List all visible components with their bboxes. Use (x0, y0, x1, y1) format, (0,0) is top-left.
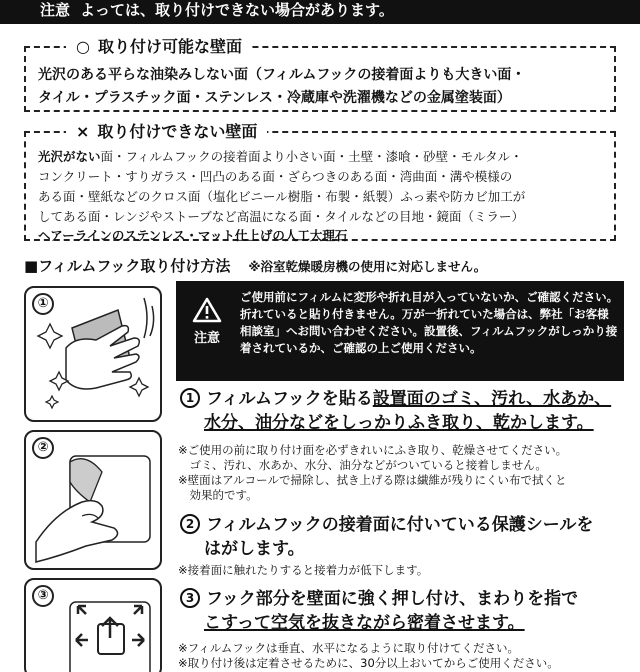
incompatible-surfaces-box (24, 122, 616, 243)
incompatible-line-5: ヘアーラインのステンレス・マット仕上げの人工大理石 (38, 228, 348, 243)
method-note: ※浴室乾燥暖房機の使用に対応しません。 (248, 259, 487, 274)
compatible-line-1: 光沢のある平らな油染みしない面（フィルムフックの接着面よりも大きい面・ (38, 67, 526, 83)
circle-mark-icon: ○ (76, 37, 90, 56)
step1-illustration (24, 286, 162, 422)
incompatible-line-1 (38, 147, 602, 167)
step1-note-4: 効果的です。 (178, 488, 258, 502)
installation-method-heading (24, 255, 624, 276)
step2-title-a: フィルムフックの接着面に付いている保護シールを (206, 515, 594, 535)
step2-title (180, 513, 620, 537)
step3-title-b: こすって空気を抜きながら密着させます。 (204, 613, 525, 633)
banner-lead: 注意 (40, 1, 71, 19)
compatible-line-2: タイル・プラスチック面・ステンレス・冷蔵庫や洗濯機などの金属塗装面） (38, 90, 511, 106)
step2-title-line2: はがします。 (204, 539, 305, 559)
step3-title-line2 (180, 611, 620, 635)
step2-note-1: ※接着面に触れたりすると接着力が低下します。 (178, 563, 429, 577)
step3-circle-icon: 3 (180, 588, 200, 608)
step1-title-line2 (180, 411, 620, 435)
step2-circle-icon: 2 (180, 514, 200, 534)
step3-note-2: ※取り付け後は定着させるために、30分以上おいてからご使用ください。 (178, 656, 559, 670)
compatible-surfaces-title (66, 35, 252, 59)
incompatible-line-3: ある面・壁紙などのクロス面（塩化ビニール樹脂・布製・紙製）ふっ素や防カビ加工が (38, 189, 526, 204)
step3-title-a: フック部分を壁面に強く押し付け、まわりを指で (206, 589, 579, 609)
incompatible-line-2: コンクリート・すりガラス・凹凸のある面・ざらつきのある面・湾曲面・溝や模様の (38, 169, 513, 184)
step1-note-2: ゴミ、汚れ、水あか、水分、油分などがついていると接着しません。 (178, 458, 547, 472)
caution-icon-block (186, 297, 228, 346)
caution-text: ご使用前にフィルムに変形や折れ目が入っていないか、ご確認ください。折れていると貼り付きません。万が一折れていた場合は、弊社「お客様相談室」へお問い合わせください。設置後、フィルムフックがしっかり接着されているか、ご確認の上ご使用ください。 (240, 290, 619, 355)
step1-circle-icon: 1 (180, 388, 200, 408)
incompatible-surfaces-title (66, 120, 267, 144)
glossless-emphasis: 光沢がない (38, 149, 101, 164)
step3-title (180, 587, 620, 611)
method-title: ■フィルムフック取り付け方法 (24, 257, 231, 275)
step3-number: ③ (32, 585, 54, 607)
step1-title-a: フィルムフックを貼る (206, 389, 373, 409)
banner-text: よっては、取り付けできない場合があります。 (80, 1, 394, 19)
caution-box (176, 281, 624, 381)
compatible-title-text: 取り付け可能な壁面 (97, 37, 242, 56)
caution-label: 注意 (193, 331, 220, 346)
incompatible-line-4: してある面・レンジやストーブなど高温になる面・タイルなどの目地・鏡面（ミラー） (38, 209, 525, 224)
top-warning-banner (0, 0, 640, 24)
step1-title-c: 水分、油分などをしっかりふき取り、乾かします。 (204, 413, 594, 433)
step1-number: ① (32, 293, 54, 315)
incompatible-line-1-rest: 面・フィルムフックの接着面より小さい面・土壁・漆喰・砂壁・モルタル・ (100, 149, 523, 164)
warning-triangle-icon (192, 297, 222, 323)
step2-number: ② (32, 437, 54, 459)
compatible-surfaces-box (24, 37, 616, 112)
step2-illustration (24, 430, 162, 570)
step3-note-1: ※フィルムフックは垂直、水平になるように取り付けてください。 (178, 641, 519, 655)
step3-illustration (24, 578, 162, 672)
cross-mark-icon: × (76, 122, 90, 141)
incompatible-title-text: 取り付けできない壁面 (97, 122, 258, 141)
step1-title-b: 設置面のゴミ、汚れ、水あか、 (372, 389, 612, 409)
step1-title (180, 387, 620, 411)
step1-note-1: ※ご使用の前に取り付け面を必ずきれいにふき取り、乾燥させてください。 (178, 443, 568, 457)
step1-note-3: ※壁面はアルコールで掃除し、拭き上げる際は繊維が残りにくい布で拭くと (178, 473, 567, 487)
